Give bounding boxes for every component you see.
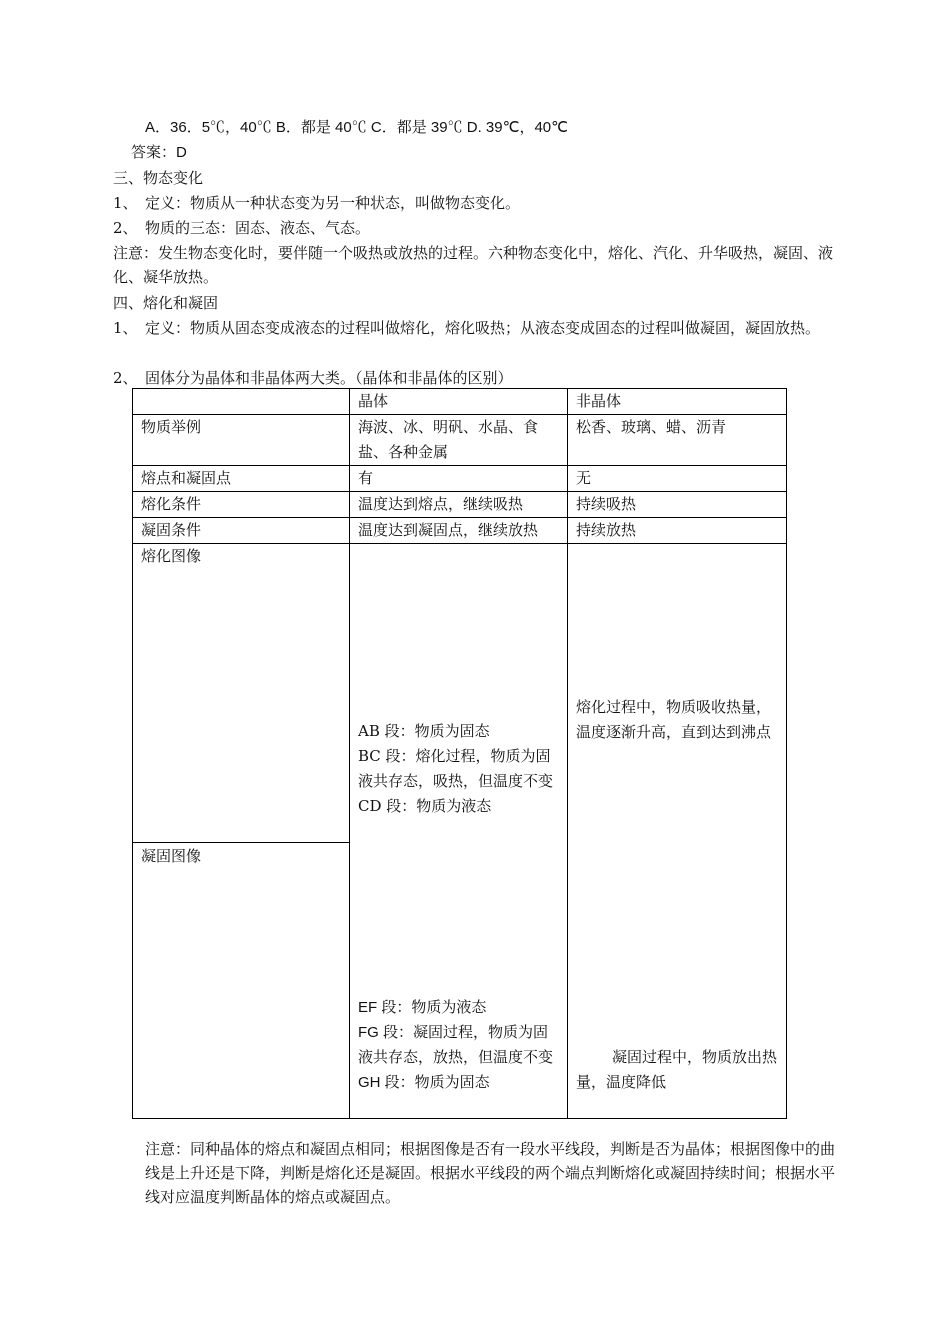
amorphous-cell: 松香、玻璃、蜡、沥青 <box>568 415 787 466</box>
amorphous-cell: 无 <box>568 466 787 492</box>
solidifying-amorphous-description: 凝固过程中，物质放出热量，温度降低 <box>576 1048 778 1091</box>
table-header-row <box>133 389 787 415</box>
row-label: 熔点和凝固点 <box>133 466 350 492</box>
amorphous-cell: 持续吸热 <box>568 492 787 518</box>
table-row <box>133 492 787 518</box>
melting-amorphous-description: 熔化过程中，物质吸收热量，温度逐渐升高，直到达到沸点 <box>576 698 772 741</box>
item-number: 1、 <box>113 319 138 337</box>
row-label: 凝固条件 <box>133 518 350 544</box>
item-text: 定义：物质从固态变成液态的过程叫做熔化，熔化吸热；从液态变成固态的过程叫做凝固，凝固放热。 <box>145 319 821 337</box>
amorphous-graph-column <box>568 544 787 1119</box>
graph-rows <box>133 544 787 1119</box>
header-cell-crystal: 晶体 <box>350 389 568 415</box>
section3-note: 注意：发生物态变化时，要伴随一个吸热或放热的过程。六种物态变化中，熔化、汽化、升华吸热，凝固、液化、凝华放热。 <box>113 244 834 286</box>
label-divider <box>133 842 349 843</box>
section4-heading: 四、熔化和凝固 <box>113 294 219 312</box>
item-text: 固体分为晶体和非晶体两大类。（晶体和非晶体的区别） <box>145 369 513 387</box>
header-cell-amorphous: 非晶体 <box>568 389 787 415</box>
section3-heading: 三、物态变化 <box>113 169 204 187</box>
section3-item-1 <box>113 191 520 215</box>
row-label: 物质举例 <box>133 415 350 466</box>
crystal-cell: 有 <box>350 466 568 492</box>
answer-options-line: A．36．5℃，40℃ B．都是 40℃ C．都是 39℃ D. 39℃，40℃ <box>145 119 568 136</box>
row-label: 熔化条件 <box>133 492 350 518</box>
crystal-cell: 海波、冰、明矾、水晶、食盐、各种金属 <box>350 415 568 466</box>
section4-item-2 <box>113 366 513 390</box>
table-row <box>133 466 787 492</box>
item-text: 物质的三态：固态、液态、气态。 <box>145 219 371 237</box>
solidifying-graph-label: 凝固图像 <box>141 847 202 865</box>
crystal-graph-column <box>350 544 568 1119</box>
melting-graph-label: 熔化图像 <box>141 547 202 565</box>
amorphous-cell: 持续放热 <box>568 518 787 544</box>
segment-ab: AB 段：物质为固态 <box>358 722 490 740</box>
item-number: 1、 <box>113 194 138 212</box>
table-row <box>133 518 787 544</box>
crystal-comparison-table <box>132 388 787 1119</box>
final-note: 注意：同种晶体的熔点和凝固点相同；根据图像是否有一段水平线段，判断是否为晶体；根据图像中的曲线是上升还是下降，判断是熔化还是凝固。根据水平线段的两个端点判断熔化或凝固持续时间；根据水平线对应温度判断晶体的熔点或凝固点。 <box>145 1140 836 1206</box>
table-row <box>133 415 787 466</box>
segment-cd: CD 段：物质为液态 <box>358 797 492 815</box>
header-cell-empty <box>133 389 350 415</box>
segment-gh: GH 段：物质为固态 <box>358 1074 490 1091</box>
crystal-cell: 温度达到熔点，继续吸热 <box>350 492 568 518</box>
solidifying-crystal-description <box>358 995 559 1095</box>
item-number: 2、 <box>113 219 138 237</box>
section3-item-2 <box>113 216 370 240</box>
segment-bc: BC 段：熔化过程，物质为固液共存态，吸热，但温度不变 <box>358 747 554 790</box>
item-number: 2、 <box>113 369 138 387</box>
item-text: 定义：物质从一种状态变为另一种状态，叫做物态变化。 <box>145 194 521 212</box>
melting-crystal-description <box>358 719 559 819</box>
segment-ef: EF 段：物质为液态 <box>358 999 487 1016</box>
graph-label-column <box>133 544 350 1119</box>
answer-line: 答案：D <box>131 144 187 161</box>
section4-item-1 <box>113 316 833 340</box>
segment-fg: FG 段：凝固过程，物质为固液共存态，放热，但温度不变 <box>358 1024 554 1066</box>
crystal-cell: 温度达到凝固点，继续放热 <box>350 518 568 544</box>
